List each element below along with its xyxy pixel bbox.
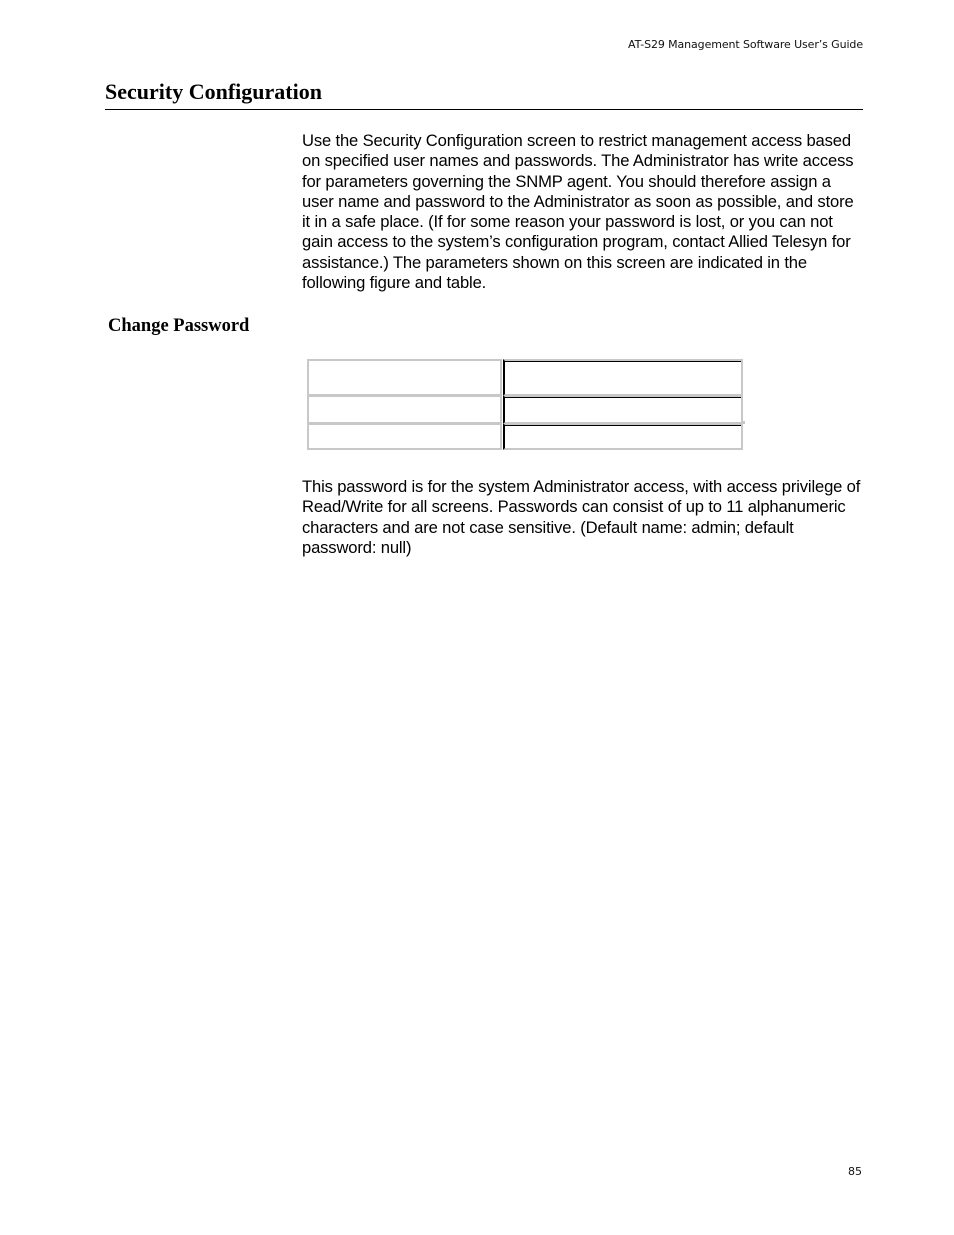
password-table [307, 359, 744, 452]
table-edge-mark [742, 421, 745, 424]
description-paragraph: This password is for the system Administrator access, with access privilege of Read/Write for all screens. Passwords can consist of up to 11 alphanumeric characters and are not case sensitive. (Default name: admin; default password: null) [302, 477, 861, 557]
table-row-3-label [307, 423, 502, 450]
table-row-2-field[interactable] [503, 395, 743, 424]
table-row-1-label [307, 359, 502, 396]
page-number: 85 [848, 1165, 862, 1178]
title-rule [105, 109, 863, 110]
table-row-2-label [307, 395, 502, 424]
intro-paragraph: Use the Security Configuration screen to restrict management access based on specified user names and passwords. The Administrator has write access for parameters governing the SNMP agent. You should therefore assign a user name and password to the Administrator as soon as possible, and store it in a safe place. (If for some reason your password is lost, or you can not gain access to the system’s configuration program, contact Allied Telesyn for assistance.) The parameters shown on this screen are indicated in the following figure and table. [302, 131, 854, 293]
section-title: Security Configuration [105, 79, 322, 104]
running-header: AT-S29 Management Software User’s Guide [628, 38, 863, 51]
subsection-title: Change Password [108, 316, 250, 336]
table-row-1-field[interactable] [503, 359, 743, 396]
table-row-3-field[interactable] [503, 423, 743, 450]
